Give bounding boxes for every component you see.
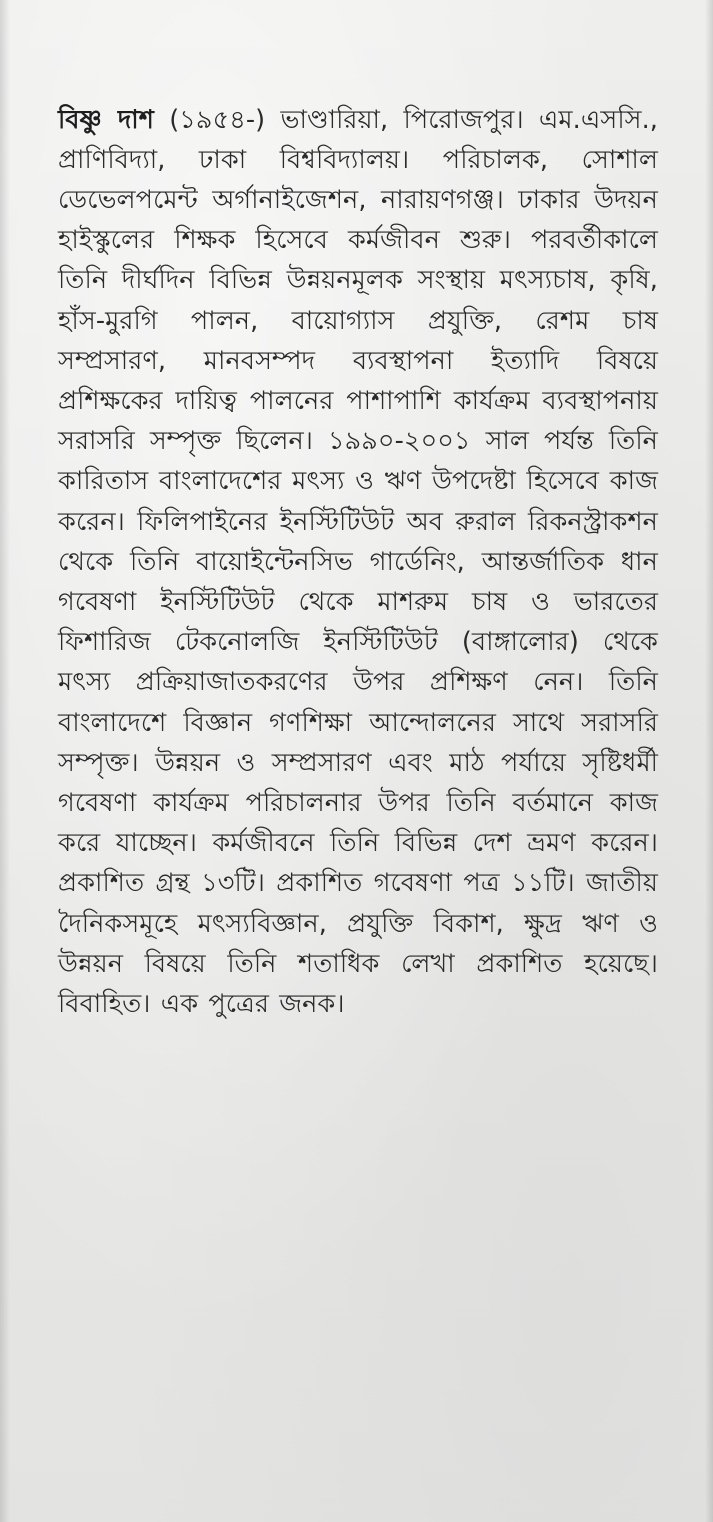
life-years: (১৯৫৪-) xyxy=(169,104,266,135)
biography-text: ভাণ্ডারিয়া, পিরোজপুর। এম.এসসি., প্রাণিবিদ্যা, ঢাকা বিশ্ববিদ্যালয়। পরিচালক, সোশাল ডেভেলপমেন্ট অর্গানাইজেশন, নারায়ণগঞ্জ। ঢাকার উদয়ন হাইস্কুলের শিক্ষক হিসেবে কর্মজীবন শুরু। পরবর্তীকালে তিনি দীর্ঘদিন বিভিন্ন উন্নয়নমূলক সংস্থায় মৎস্যচাষ, কৃষি, হাঁস-মুরগি পালন, বায়োগ্যাস প্রযুক্তি, রেশম চাষ সম্প্রসারণ, মানবসম্পদ ব্যবস্থাপনা ইত্যাদি বিষয়ে প্রশিক্ষকের দায়িত্ব পালনের পাশাপাশি কার্যক্রম ব্যবস্থাপনায় সরাসরি সম্পৃক্ত ছিলেন। ১৯৯০-২০০১ সাল পর্যন্ত তিনি কারিতাস বাংলাদেশের মৎস্য ও ঋণ উপদেষ্টা হিসেবে কাজ করেন। ফিলিপাইনের ইনস্টিটিউট অব রুরাল রিকনস্ট্রাকশন থেকে তিনি বায়োইন্টেনসিভ গার্ডেনিং, আন্তর্জাতিক ধান গবেষণা ইনস্টিটিউট থেকে মাশরুম চাষ ও ভারতের ফিশারিজ টেকনোলজি ইনস্টিটিউট (বাঙ্গালোর) থেকে মৎস্য প্রক্রিয়াজাতকরণের উপর প্রশিক্ষণ নেন। তিনি বাংলাদেশে বিজ্ঞান গণশিক্ষা আন্দোলনের সাথে সরাসরি সম্পৃক্ত। উন্নয়ন ও সম্প্রসারণ এবং মাঠ পর্যায়ে সৃষ্টিধর্মী গবেষণা কার্যক্রম পরিচালনার উপর তিনি বর্তমানে কাজ করে যাচ্ছেন। কর্মজীবনে তিনি বিভিন্ন দেশ ভ্রমণ করেন। প্রকাশিত গ্রন্থ ১৩টি। প্রকাশিত গবেষণা পত্র ১১টি। জাতীয় দৈনিকসমূহে মৎস্যবিজ্ঞান, প্রযুক্তি বিকাশ, ক্ষুদ্র ঋণ ও উন্নয়ন বিষয়ে তিনি শতাধিক লেখা প্রকাশিত হয়েছে। বিবাহিত। এক পুত্রের জনক। xyxy=(58,104,658,1019)
page-shadow-right xyxy=(705,0,713,1522)
biography-entry xyxy=(58,100,658,1025)
person-name: বিষ্ণু দাশ xyxy=(58,104,154,135)
page-shadow-left xyxy=(0,0,10,1522)
